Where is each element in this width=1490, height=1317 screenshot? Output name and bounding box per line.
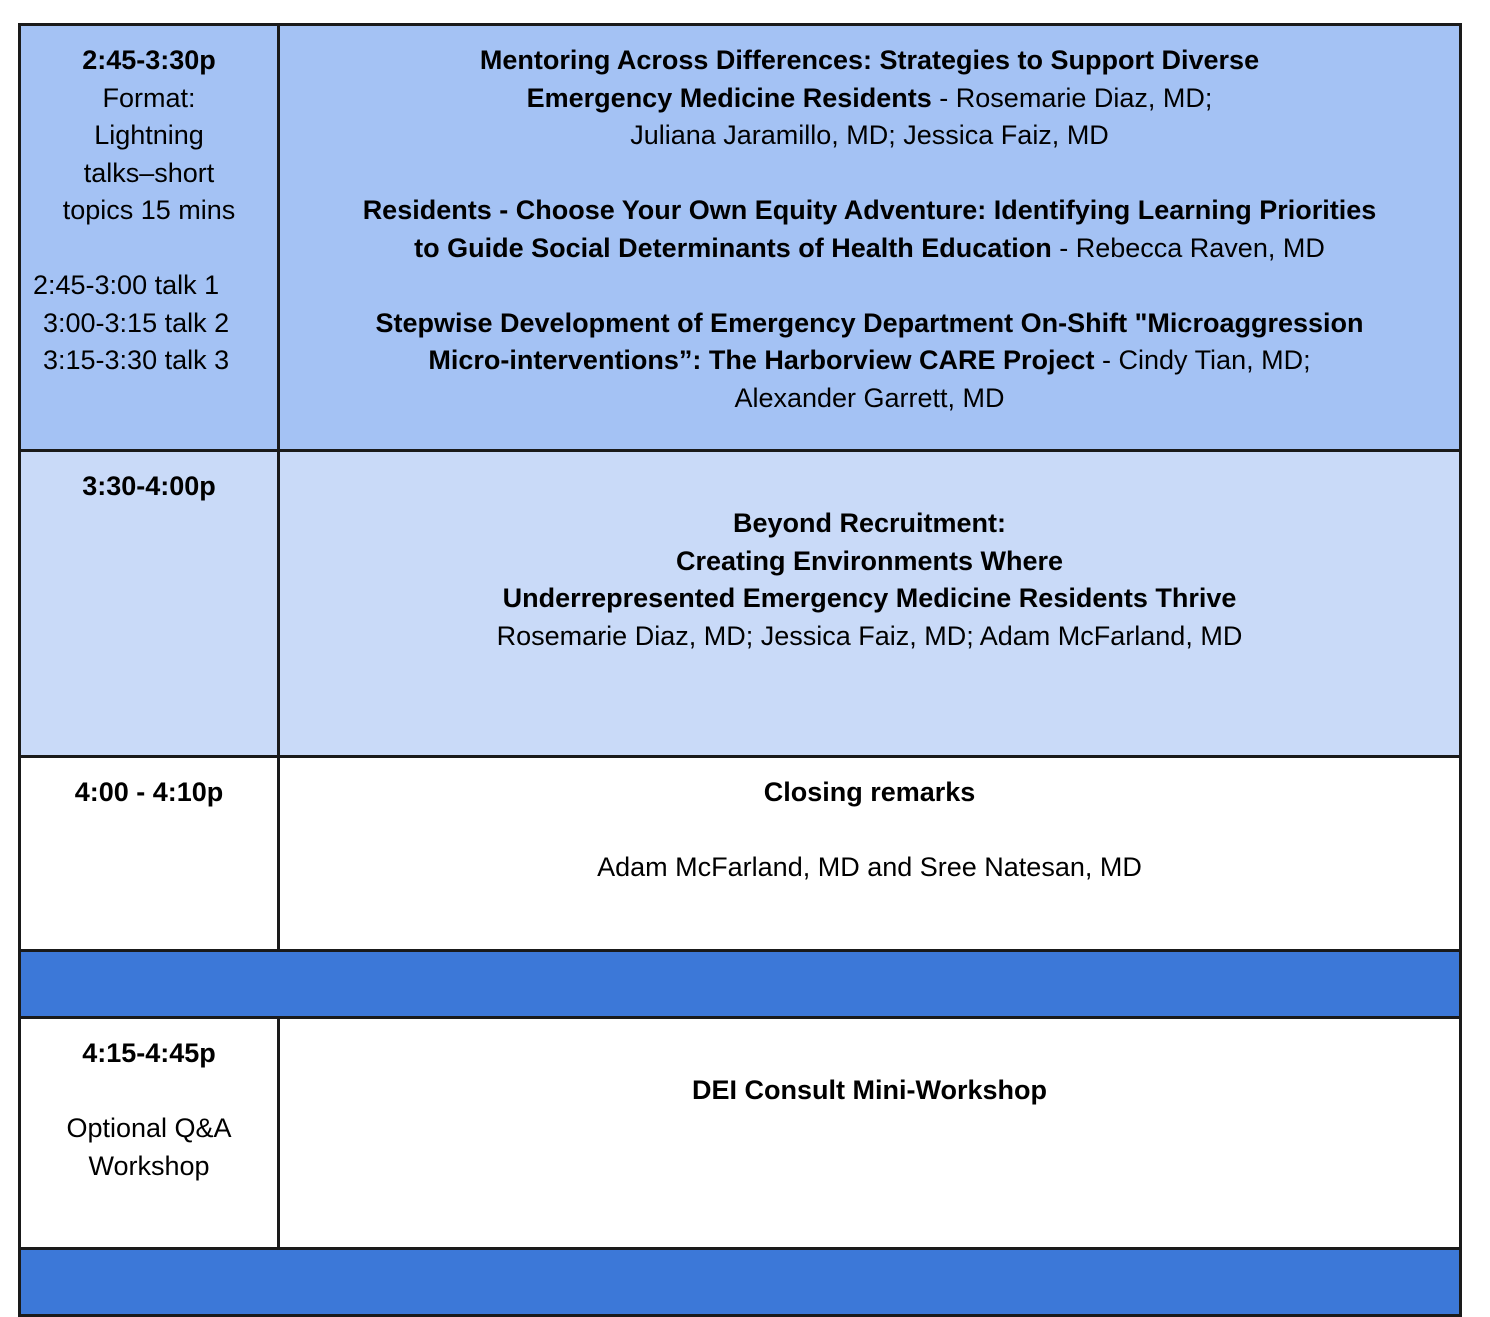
break-bar-row xyxy=(20,951,1461,1018)
session-item xyxy=(280,305,1459,418)
time-cell xyxy=(20,1018,279,1249)
session-title: Underrepresented Emergency Medicine Residents Thrive xyxy=(502,583,1237,613)
table-row xyxy=(20,1018,1461,1249)
time-label: 2:45-3:30p xyxy=(82,45,216,75)
session-title: Residents - Choose Your Own Equity Adventure: Identifying Learning Priorities xyxy=(362,195,1377,225)
session-title: Emergency Medicine Residents xyxy=(526,82,932,113)
talk-time: 2:45-3:00 talk 1 xyxy=(33,270,220,300)
footer-bar-row xyxy=(20,1249,1461,1316)
session-title: to Guide Social Determinants of Health Education xyxy=(414,232,1052,263)
session-item xyxy=(280,192,1459,267)
time-cell xyxy=(20,25,279,451)
session-cell xyxy=(279,451,1461,757)
session-cell xyxy=(279,25,1461,451)
format-line: talks–short xyxy=(83,157,215,188)
session-title: DEI Consult Mini-Workshop xyxy=(692,1075,1047,1105)
format-line: Format: xyxy=(102,82,196,113)
session-title: Micro-interventions”: The Harborview CARE Project xyxy=(428,345,1095,375)
session-cell xyxy=(279,757,1461,951)
session-speakers: - Rebecca Raven, MD xyxy=(1051,232,1325,263)
session-item xyxy=(280,42,1459,155)
table-row xyxy=(20,25,1461,451)
talk-time: 3:00-3:15 talk 2 xyxy=(43,307,230,338)
session-title: Stepwise Development of Emergency Department On-Shift "Microaggression xyxy=(375,307,1364,338)
session-title: Beyond Recruitment: xyxy=(732,508,1007,538)
time-cell xyxy=(20,757,279,951)
footer-bar xyxy=(20,1249,1461,1316)
schedule-table xyxy=(18,23,1462,1317)
note-line: Workshop xyxy=(88,1150,210,1181)
table-row xyxy=(20,757,1461,951)
session-speakers: Adam McFarland, MD and Sree Natesan, MD xyxy=(597,852,1142,882)
talk-time: 3:15-3:30 talk 3 xyxy=(43,345,230,375)
time-label: 3:30-4:00p xyxy=(82,471,216,501)
break-bar xyxy=(20,951,1461,1018)
format-line: Lightning xyxy=(94,120,204,150)
time-cell xyxy=(20,451,279,757)
session-speakers: Alexander Garrett, MD xyxy=(734,382,1005,413)
session-cell xyxy=(279,1018,1461,1249)
session-title: Closing remarks xyxy=(763,777,976,807)
session-title: Creating Environments Where xyxy=(675,545,1064,576)
session-title: Mentoring Across Differences: Strategies to Support Diverse xyxy=(479,45,1260,75)
format-line: topics 15 mins xyxy=(62,195,236,225)
session-speakers: - Rosemarie Diaz, MD; xyxy=(931,82,1213,113)
session-speakers: - Cindy Tian, MD; xyxy=(1094,345,1311,375)
session-speakers: Rosemarie Diaz, MD; Jessica Faiz, MD; Adam McFarland, MD xyxy=(496,620,1243,651)
time-label: 4:15-4:45p xyxy=(82,1038,216,1068)
session-speakers: Juliana Jaramillo, MD; Jessica Faiz, MD xyxy=(630,120,1109,150)
table-row xyxy=(20,451,1461,757)
time-label: 4:00 - 4:10p xyxy=(74,777,224,807)
note-line: Optional Q&A xyxy=(66,1113,232,1143)
